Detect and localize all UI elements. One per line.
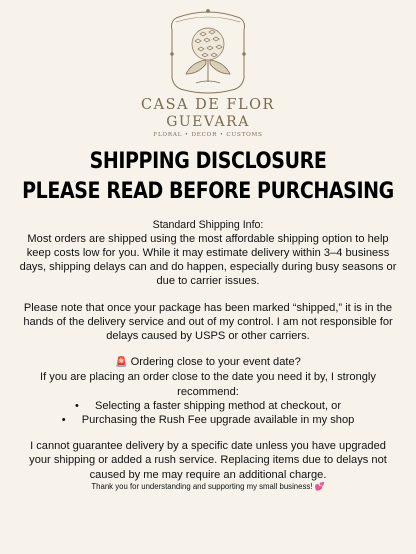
title-line1: SHIPPING DISCLOSURE [89,147,327,174]
brand-name-line1: CASA DE FLOR [141,97,275,113]
thank-you-text: Thank you for understanding and supporting my small business! [91,481,313,491]
list-item: • Purchasing the Rush Fee upgrade available in my shop [10,413,406,427]
guarantee-line: your shipping or added a rush service. Replacing items due to delays not [29,454,387,467]
control-line: delays caused by USPS or other carriers. [106,329,310,342]
spacer [10,343,406,355]
control-line: Please note that once your package has been marked “shipped,” it is in the [23,301,393,314]
brand-logo [10,8,406,138]
spacer [10,289,406,301]
standard-line: due to carrier issues. [156,275,260,288]
standard-line: Most orders are shipped using the most affordable shipping option to help [27,232,389,245]
guarantee-line: caused by me may require an additional charge. [89,468,327,481]
event-line: If you are placing an order close to the date you need it by, I strongly [40,371,376,384]
event-title [10,355,406,370]
recommendation-list [10,399,406,427]
page-title [10,148,406,204]
brand-name-line2: GUEVARA [166,113,250,130]
event-line: recommend: [177,385,239,398]
disclosure-body [10,218,406,492]
list-item: • Selecting a faster shipping method at checkout, or [10,399,406,413]
hydrangea-logo-icon [162,8,254,96]
spacer [10,427,406,439]
brand-tagline: FLORAL • DECOR • CUSTOMS [153,131,263,138]
standard-line: keep costs low for you. While it may estimate delivery within 3–4 business [26,246,390,259]
standard-shipping-title: Standard Shipping Info: [152,218,264,231]
event-title-text: Ordering close to your event date? [130,356,301,369]
title-line2: PLEASE READ BEFORE PURCHASING [22,177,394,204]
heart-icon: 💕 [314,481,325,491]
guarantee-line: I cannot guarantee delivery by a specific date unless you have upgraded [30,440,386,453]
standard-line: days, shipping delays can and do happen, especially during busy seasons or [19,261,397,274]
control-line: hands of the delivery service and out of my control. I am not responsible for [23,315,393,328]
siren-icon: 🚨 [115,357,128,369]
thank-you-note [10,482,406,492]
